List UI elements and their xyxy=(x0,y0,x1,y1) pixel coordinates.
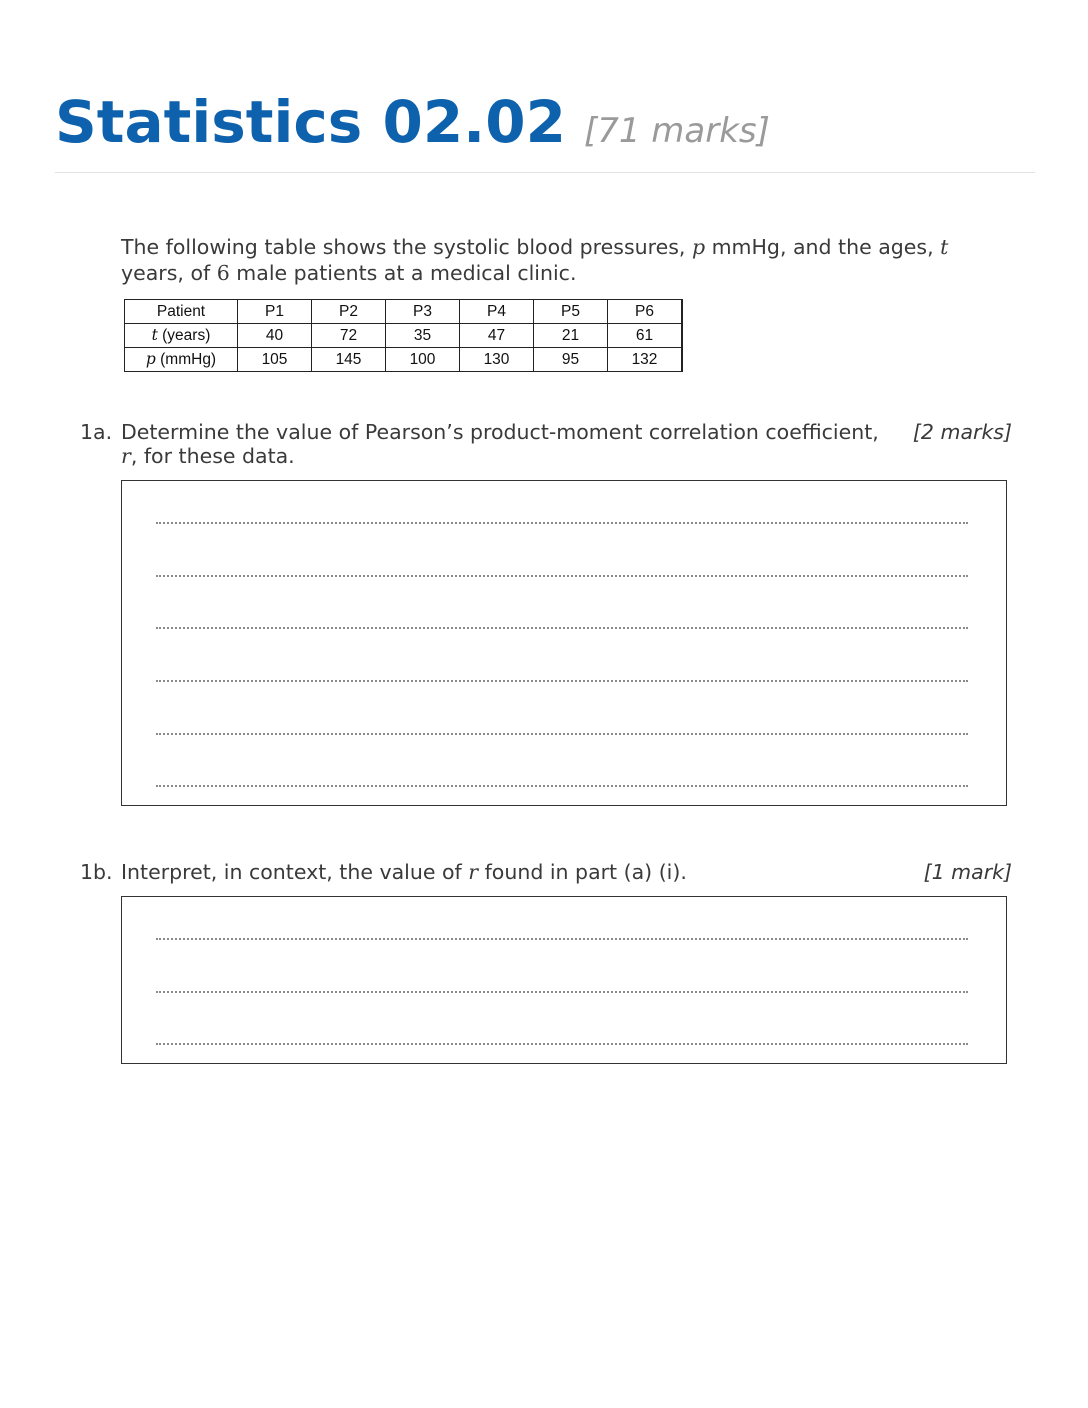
table-cell: 130 xyxy=(460,348,534,372)
table-header-cell: P3 xyxy=(386,300,460,324)
table-row-age xyxy=(125,324,683,348)
answer-line xyxy=(156,1043,968,1045)
table-header-row xyxy=(125,300,683,324)
answer-line xyxy=(156,627,968,629)
table-cell: 61 xyxy=(608,324,683,348)
answer-line xyxy=(156,680,968,682)
row-var-p: p xyxy=(145,350,156,368)
answer-line xyxy=(156,733,968,735)
table-cell: 21 xyxy=(534,324,608,348)
table-row-pressure xyxy=(125,348,683,372)
intro-text: male patients at a medical clinic. xyxy=(229,261,577,285)
question-text: found in part (a) (i). xyxy=(478,860,687,884)
table-header-cell: P1 xyxy=(238,300,312,324)
patient-data-table xyxy=(124,299,683,372)
table-header-cell: P5 xyxy=(534,300,608,324)
question-number-1a: 1a. xyxy=(80,420,113,444)
intro-var-p: p xyxy=(691,235,706,259)
intro-text: mmHg, and the ages, xyxy=(705,235,941,259)
total-marks: [71 marks] xyxy=(583,111,770,151)
row-var-t: t xyxy=(151,326,158,344)
question-marks-1a: [2 marks] xyxy=(912,420,1012,444)
question-text: Determine the value of Pearson’s product-moment correlation coefficient, xyxy=(121,420,879,444)
table-cell: 105 xyxy=(238,348,312,372)
page-header xyxy=(55,88,1035,173)
question-text-1b xyxy=(121,860,881,884)
intro-paragraph xyxy=(121,234,1021,286)
question-text: , for these data. xyxy=(130,444,295,468)
answer-line xyxy=(156,522,968,524)
table-header-cell: Patient xyxy=(125,300,238,324)
row-label-age xyxy=(125,324,238,348)
table-cell: 47 xyxy=(460,324,534,348)
intro-num-6: 6 xyxy=(216,261,230,285)
table-header-cell: P2 xyxy=(312,300,386,324)
answer-line xyxy=(156,938,968,940)
table-header-cell: P4 xyxy=(460,300,534,324)
answer-box-1b[interactable] xyxy=(121,896,1007,1064)
question-marks-1b: [1 mark] xyxy=(923,860,1012,884)
question-text-1a xyxy=(121,420,881,468)
row-label-pressure xyxy=(125,348,238,372)
page-title: Statistics 02.02 xyxy=(55,88,566,156)
table-header-cell: P6 xyxy=(608,300,683,324)
table-cell: 132 xyxy=(608,348,683,372)
table-cell: 145 xyxy=(312,348,386,372)
table-cell: 95 xyxy=(534,348,608,372)
question-var-r: r xyxy=(468,860,479,884)
intro-var-t: t xyxy=(940,235,949,259)
row-label-text: (years) xyxy=(157,327,211,344)
question-number-1b: 1b. xyxy=(80,860,113,884)
answer-line xyxy=(156,575,968,577)
table-cell: 72 xyxy=(312,324,386,348)
intro-text: years, of xyxy=(121,261,217,285)
table-cell: 40 xyxy=(238,324,312,348)
intro-text: The following table shows the systolic blood pressures, xyxy=(121,235,692,259)
question-text: Interpret, in context, the value of xyxy=(121,860,469,884)
question-var-r: r xyxy=(121,444,131,468)
table-cell: 35 xyxy=(386,324,460,348)
answer-box-1a[interactable] xyxy=(121,480,1007,806)
answer-line xyxy=(156,785,968,787)
answer-line xyxy=(156,991,968,993)
table-cell: 100 xyxy=(386,348,460,372)
row-label-text: (mmHg) xyxy=(155,351,217,368)
